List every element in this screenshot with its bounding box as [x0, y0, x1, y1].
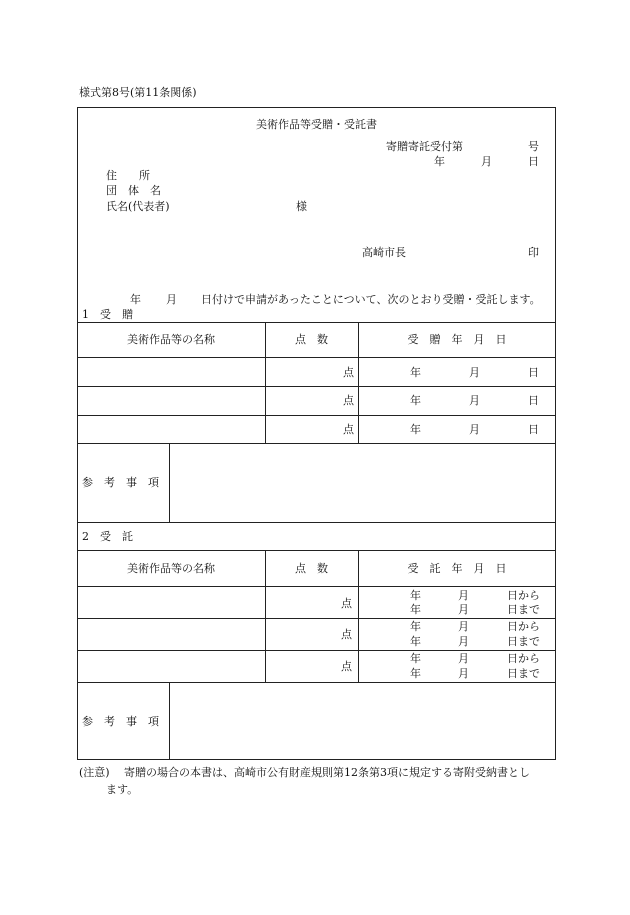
donation-row-unit: 点: [343, 423, 354, 436]
issue-year-label: 年: [434, 155, 445, 168]
donation-row-day: 日: [528, 394, 539, 407]
donation-row-unit: 点: [343, 366, 354, 379]
donation-row-day: 日: [528, 423, 539, 436]
note-text-line1: 寄贈の場合の本書は、高崎市公有財産規則第12条第3項に規定する寄附受納書とし: [124, 766, 530, 779]
note-label: (注意): [79, 766, 110, 779]
trust-from-year: 年: [410, 589, 421, 602]
divider: [77, 650, 556, 651]
group-name-label: 団 体 名: [106, 184, 161, 197]
divider: [77, 415, 556, 416]
trust-remarks-label: 参 考 事 項: [82, 715, 159, 728]
trust-to-month: 月: [458, 603, 469, 616]
honorific: 様: [296, 200, 307, 213]
donation-row-year: 年: [410, 366, 421, 379]
trust-header-date: 受 託 年 月 日: [407, 562, 507, 575]
trust-from-month: 月: [458, 620, 469, 633]
trust-to-day: 日まで: [507, 667, 540, 680]
divider: [77, 586, 556, 587]
donation-header-name: 美術作品等の名称: [127, 333, 215, 346]
trust-from-day: 日から: [507, 620, 540, 633]
trust-to-year: 年: [410, 667, 421, 680]
divider: [77, 550, 556, 551]
trust-row-unit: 点: [341, 660, 352, 673]
donation-header-count: 点 数: [295, 333, 328, 346]
trust-from-year: 年: [410, 620, 421, 633]
form-title: 美術作品等受贈・受託書: [256, 118, 377, 131]
donation-row-unit: 点: [343, 394, 354, 407]
divider: [77, 386, 556, 387]
mayor-title: 高崎市長: [362, 246, 406, 259]
trust-from-month: 月: [458, 589, 469, 602]
trust-to-year: 年: [410, 603, 421, 616]
trust-section-label: 2 受 託: [82, 530, 133, 543]
donation-row-month: 月: [469, 366, 480, 379]
column-divider: [169, 443, 170, 522]
trust-header-count: 点 数: [295, 562, 328, 575]
statement-year: 年: [130, 293, 141, 306]
trust-to-year: 年: [410, 635, 421, 648]
trust-to-month: 月: [458, 635, 469, 648]
issue-day-label: 日: [528, 155, 539, 168]
statement-month: 月: [166, 293, 177, 306]
trust-to-day: 日まで: [507, 635, 540, 648]
statement-text: 日付けで申請があったことについて、次のとおり受贈・受託します。: [201, 293, 541, 306]
trust-row-unit: 点: [341, 597, 352, 610]
seal-mark: 印: [528, 246, 539, 259]
representative-label: 氏名(代表者): [106, 200, 170, 213]
issue-month-label: 月: [481, 155, 492, 168]
donation-row-year: 年: [410, 423, 421, 436]
trust-to-day: 日まで: [507, 603, 540, 616]
donation-row-month: 月: [469, 423, 480, 436]
divider: [77, 682, 556, 683]
trust-from-month: 月: [458, 652, 469, 665]
trust-from-day: 日から: [507, 652, 540, 665]
divider: [77, 322, 556, 323]
trust-from-day: 日から: [507, 589, 540, 602]
divider: [77, 357, 556, 358]
receipt-label: 寄贈寄託受付第: [386, 140, 463, 153]
donation-row-day: 日: [528, 366, 539, 379]
divider: [77, 443, 556, 444]
note-text-line2: ます。: [106, 783, 139, 796]
trust-row-unit: 点: [341, 628, 352, 641]
divider: [77, 522, 556, 523]
divider: [77, 618, 556, 619]
form-number: 様式第8号(第11条関係): [79, 86, 197, 99]
column-divider: [169, 682, 170, 760]
donation-row-month: 月: [469, 394, 480, 407]
trust-from-year: 年: [410, 652, 421, 665]
address-label: 住 所: [106, 169, 150, 182]
receipt-suffix: 号: [528, 140, 539, 153]
trust-header-name: 美術作品等の名称: [127, 562, 215, 575]
trust-to-month: 月: [458, 667, 469, 680]
donation-section-label: 1 受 贈: [82, 308, 133, 321]
donation-header-date: 受 贈 年 月 日: [407, 333, 507, 346]
donation-remarks-label: 参 考 事 項: [82, 476, 159, 489]
donation-row-year: 年: [410, 394, 421, 407]
